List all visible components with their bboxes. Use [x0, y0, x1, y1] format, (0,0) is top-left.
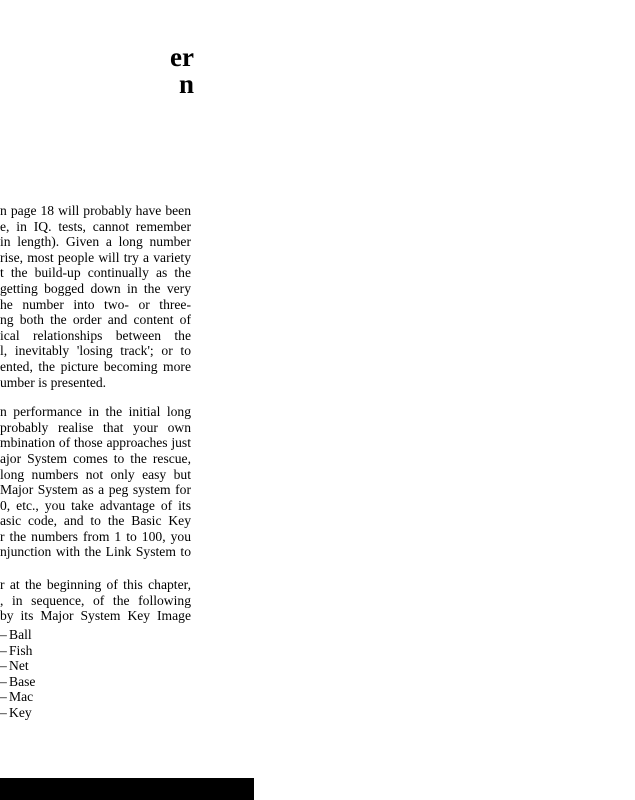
text-line: n performance in the initial long	[0, 404, 191, 420]
paragraph-3	[0, 577, 191, 624]
text-line: probably realise that your own	[0, 419, 191, 435]
text-line: ical relationships between the	[0, 327, 191, 343]
scan-edge-bar	[0, 778, 254, 800]
text-line: r the numbers from 1 to 100, you	[0, 528, 191, 544]
text-line: , in sequence, of the following	[0, 592, 191, 608]
chapter-heading-line-1: er	[170, 42, 194, 72]
key-image-label: Base	[9, 673, 36, 689]
text-line: he number into two- or three-	[0, 296, 191, 312]
dash-glyph: –	[0, 627, 7, 642]
text-line: Major System as a peg system for	[0, 482, 191, 498]
list-item	[0, 689, 35, 705]
text-line: njunction with the Link System to	[0, 544, 191, 560]
paragraph-1	[0, 203, 191, 390]
key-image-label: Ball	[9, 627, 32, 642]
list-item	[0, 658, 35, 674]
paragraph-2	[0, 404, 191, 560]
list-item	[0, 627, 35, 643]
text-line: umber is presented.	[0, 374, 107, 390]
text-line: l, inevitably 'losing track'; or to	[0, 343, 191, 359]
list-item	[0, 705, 35, 721]
text-line: rise, most people will try a variety	[0, 249, 191, 265]
key-image-label: Mac	[9, 689, 34, 705]
dash-glyph: –	[0, 689, 7, 705]
text-line: mbination of those approaches just	[0, 435, 191, 451]
text-line: ng both the order and content of	[0, 312, 191, 328]
text-line: 0, etc., you take advantage of its	[0, 497, 191, 513]
text-line: ented, the picture becoming more	[0, 358, 191, 374]
list-item	[0, 674, 35, 690]
text-line: long numbers not only easy but	[0, 466, 191, 482]
chapter-heading	[170, 44, 194, 98]
dash-glyph: –	[0, 704, 7, 720]
text-line: by its Major System Key Image	[0, 608, 191, 624]
dash-glyph: –	[0, 642, 7, 658]
text-line: asic code, and to the Basic Key	[0, 513, 191, 529]
chapter-heading-line-2: n	[178, 69, 194, 99]
text-line: ajor System comes to the rescue,	[0, 450, 191, 466]
text-line: in length). Given a long number	[0, 234, 191, 250]
text-line: getting bogged down in the very	[0, 280, 191, 296]
key-image-label: Net	[9, 658, 29, 674]
key-image-list	[0, 627, 35, 721]
key-image-label: Key	[9, 704, 32, 720]
key-image-label: Fish	[9, 642, 33, 658]
text-line: r at the beginning of this chapter,	[0, 577, 191, 593]
text-line: n page 18 will probably have been	[0, 203, 191, 218]
dash-glyph: –	[0, 673, 7, 689]
body-text-column	[0, 203, 191, 624]
text-line: t the build-up continually as the	[0, 265, 191, 281]
list-item	[0, 643, 35, 659]
text-line: e, in IQ. tests, cannot remember	[0, 218, 191, 234]
dash-glyph: –	[0, 658, 7, 674]
